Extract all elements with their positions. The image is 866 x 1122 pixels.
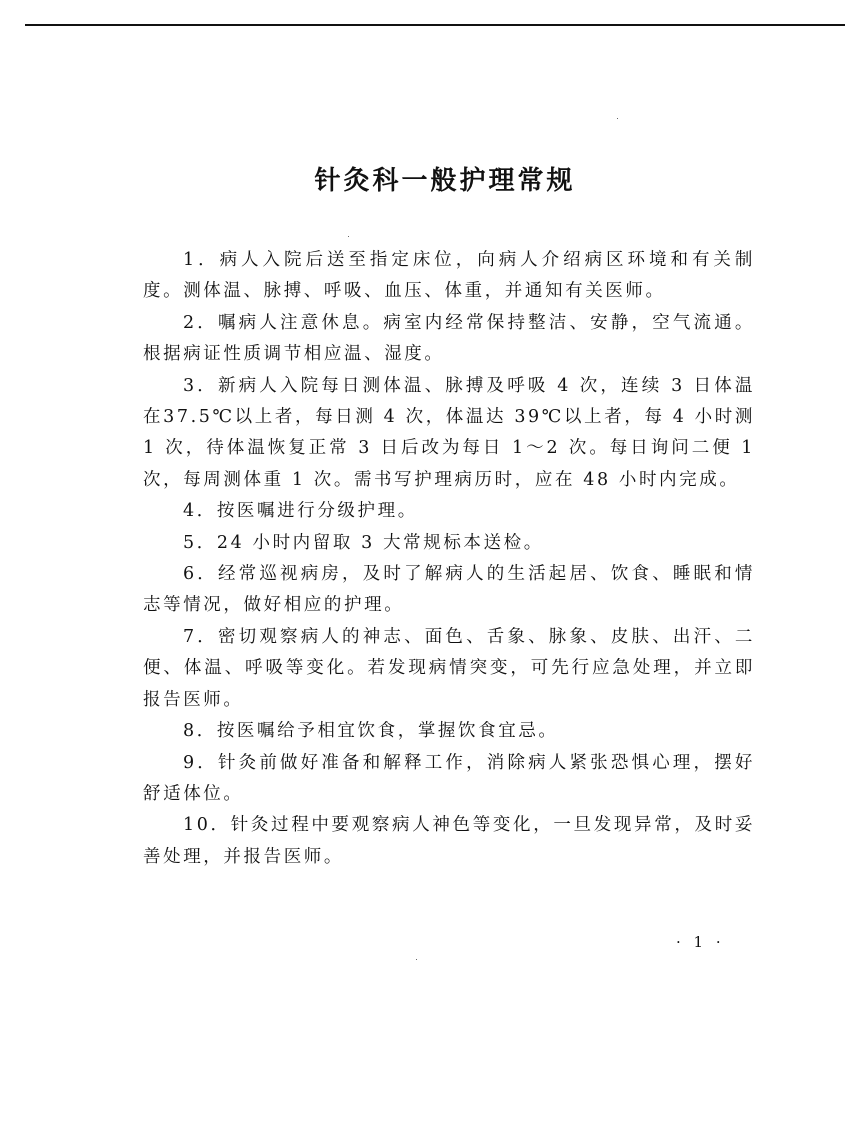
scan-speck — [348, 236, 349, 237]
page-number: · 1 · — [676, 933, 725, 951]
paragraph-6: 6．经常巡视病房，及时了解病人的生活起居、饮食、睡眠和情志等情况，做好相应的护理。 — [143, 564, 755, 616]
paragraph-7: 7．密切观察病人的神志、面色、舌象、脉象、皮肤、出汗、二便、体温、呼吸等变化。若发现病情突变，可先行应急处理，并立即报告医师。 — [143, 626, 755, 710]
paragraph-8: 8．按医嘱给予相宜饮食，掌握饮食宜忌。 — [183, 721, 559, 742]
paragraph-10: 10．针灸过程中要观察病人神色等变化，一旦发现异常，及时妥善处理，并报告医师。 — [143, 815, 755, 867]
document-body — [143, 245, 755, 873]
paragraph-1: 1．病人入院后送至指定床位，向病人介绍病区环境和有关制度。测体温、脉搏、呼吸、血压、体重，并通知有关医师。 — [143, 250, 755, 302]
paragraph-9: 9．针灸前做好准备和解释工作，消除病人紧张恐惧心理，摆好舒适体位。 — [143, 752, 755, 804]
paragraph-3: 3．新病人入院每日测体温、脉搏及呼吸 4 次，连续 3 日体温在37.5℃以上者，每日测 4 次，体温达 39℃以上者，每 4 小时测 1 次，待体温恢复正常 3 日后改为每日 1～2 次。每日询问二便 1 次，每周测体重 1 次。需书写护理病历时，应在 48 小时内完成。 — [143, 375, 755, 490]
header-rule — [25, 24, 845, 26]
scan-speck — [416, 959, 417, 960]
paragraph-4: 4．按医嘱进行分级护理。 — [183, 501, 418, 522]
scan-speck — [617, 118, 618, 119]
paragraph-2: 2．嘱病人注意休息。病室内经常保持整洁、安静，空气流通。根据病证性质调节相应温、湿度。 — [143, 312, 755, 365]
paragraph-5: 5．24 小时内留取 3 大常规标本送检。 — [183, 532, 544, 553]
page-title: 针灸科一般护理常规 — [314, 166, 576, 196]
